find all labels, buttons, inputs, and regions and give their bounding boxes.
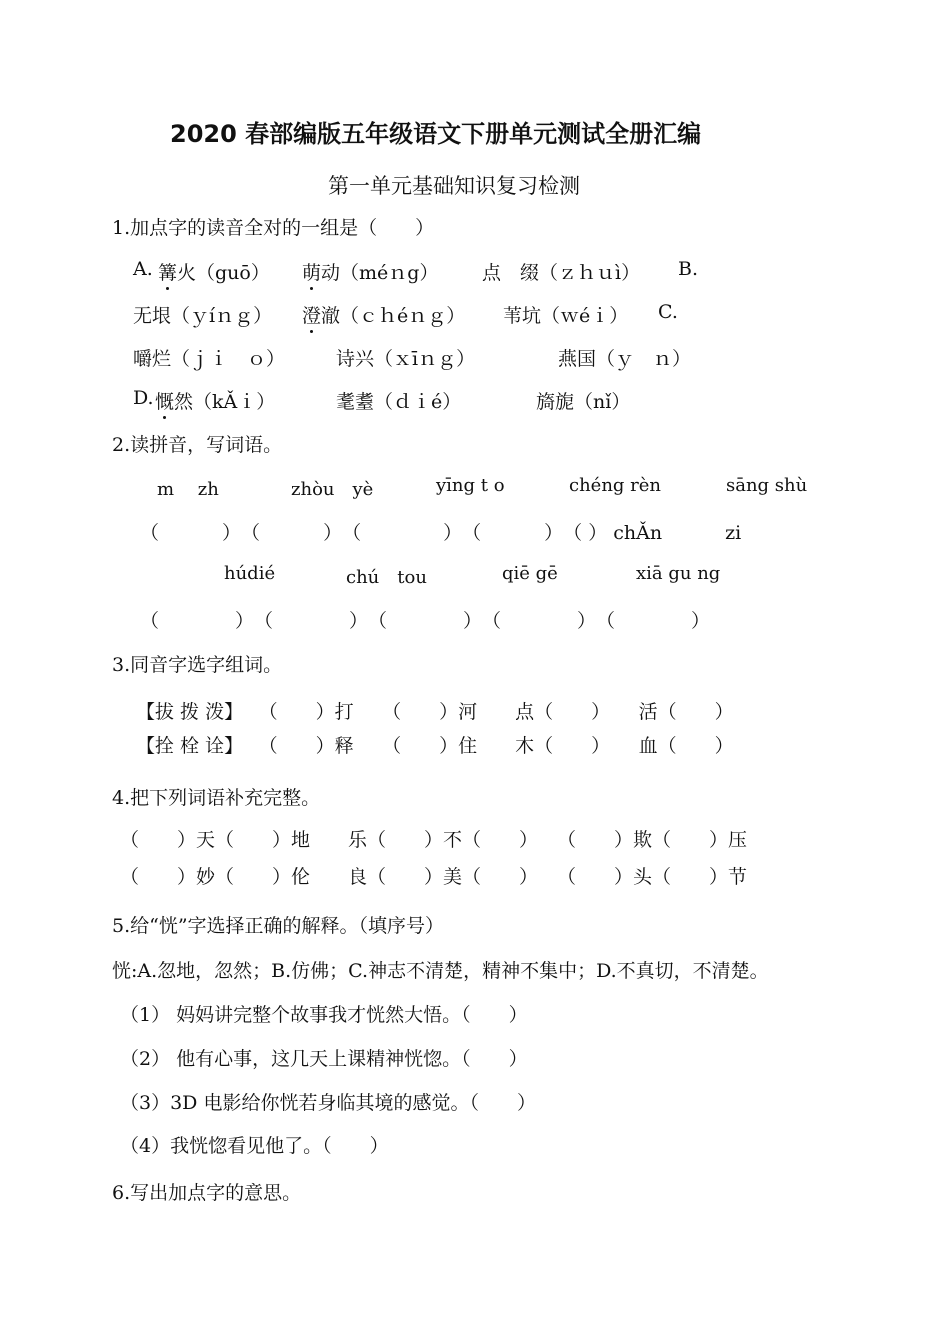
q1-option-c-word-1: 嚼烂（ｊｉ ｏ） <box>133 348 286 370</box>
q3-row-1: 【拔 拨 泼】 （ ）打 （ ）河 点（ ） 活（ ） <box>136 701 734 723</box>
q1-option-a-word-3: 点 缀（ｚｈｕì） <box>482 262 641 284</box>
q1-option-d-word-1: 慨然（kǍｉ） <box>155 387 275 414</box>
pinyin-item: yīng t o <box>436 475 505 496</box>
q5-item: （1） 妈妈讲完整个故事我才恍然大悟。（ ） <box>120 1004 528 1026</box>
emphasis-dot-char: 篝 <box>158 258 177 285</box>
answer-boxes-row-2: （ ） （ ） （ ） （ ） （ ） <box>140 610 711 632</box>
q1-option-c-word-2: 诗兴（ｘīｎｇ） <box>336 348 476 370</box>
q5-definition: 恍:A.忽地，忽然；B.仿佛；C.神志不清楚，精神不集中；D.不真切，不清楚。 <box>112 960 769 982</box>
q1-option-d-word-3: 旖旎（nǐ） <box>536 391 631 413</box>
question-1-stem: 1.加点字的读音全对的一组是（ ） <box>112 217 435 239</box>
question-6-stem: 6.写出加点字的意思。 <box>112 1182 302 1204</box>
pinyin-item: chú tou <box>346 567 427 588</box>
q5-item: （2） 他有心事，这几天上课精神恍惚。（ ） <box>120 1048 528 1070</box>
pinyin-item: qiē gē <box>502 563 558 584</box>
q1-option-b-word-2: 澄澈（ｃｈéｎｇ） <box>302 301 465 328</box>
question-2-stem: 2.读拼音，写词语。 <box>112 434 283 456</box>
q3-row-2: 【拴 栓 诠】 （ ）释 （ ）住 木（ ） 血（ ） <box>136 735 734 757</box>
q1-option-b-label: B. <box>678 258 699 280</box>
pinyin-item: sāng shù <box>726 475 808 496</box>
pinyin-item: xiā gu ng <box>636 563 721 584</box>
q1-option-a-word-2: 萌动（méｎg） <box>302 258 438 285</box>
q1-option-c-word-3: 燕国（ｙ ｎ） <box>558 348 692 370</box>
q5-item: （3）3D 电影给你恍若身临其境的感觉。（ ） <box>120 1092 536 1114</box>
q1-option-a-label: A. <box>133 258 153 280</box>
q5-item: （4）我恍惚看见他了。（ ） <box>120 1135 389 1157</box>
pinyin-item: chéng rèn <box>569 475 662 496</box>
question-3-stem: 3.同音字选字组词。 <box>112 654 283 676</box>
pinyin-item: húdié <box>224 563 276 584</box>
q1-option-d-word-2: 耄耋（ｄｉé） <box>336 391 462 413</box>
emphasis-dot-char: 萌 <box>302 258 321 285</box>
section-subtitle: 第一单元基础知识复习检测 <box>328 174 580 198</box>
q4-row-1: （ ）天（ ）地 乐（ ）不（ ） （ ）欺（ ）压 <box>120 829 748 851</box>
question-5-stem: 5.给“恍”字选择正确的解释。（填序号） <box>112 915 445 937</box>
q1-option-b-word-3: 苇坑（ｗéｉ） <box>503 305 629 327</box>
q1-option-c-label: C. <box>658 301 678 323</box>
question-4-stem: 4.把下列词语补充完整。 <box>112 787 321 809</box>
pinyin-item: m zh <box>157 479 219 500</box>
emphasis-dot-char: 澄 <box>302 301 321 328</box>
q1-option-b-word-1: 无垠（ｙíｎｇ） <box>133 305 273 327</box>
page-title: 2020 春部编版五年级语文下册单元测试全册汇编 <box>170 120 702 148</box>
pinyin-item: zhòu yè <box>291 479 374 500</box>
emphasis-dot-char: 慨 <box>155 387 174 414</box>
q4-row-2: （ ）妙（ ）伦 良（ ）美（ ） （ ）头（ ）节 <box>120 866 748 888</box>
answer-boxes-row-1: （ ） （ ） （ ） （ ） （ ） chǍn zi <box>140 522 742 544</box>
q1-option-d-label: D. <box>133 387 154 409</box>
q1-option-a-word-1: 篝火（guō） <box>158 258 270 285</box>
